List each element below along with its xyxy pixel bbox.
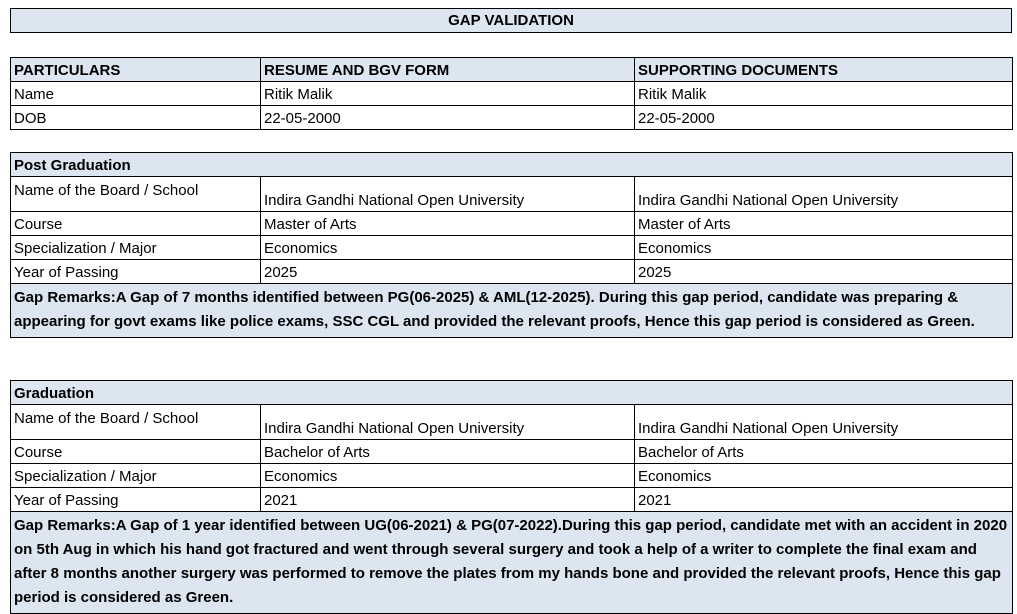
resume-value: Indira Gandhi National Open University <box>261 405 635 440</box>
gap-remarks-row <box>11 512 1013 614</box>
row-label: Specialization / Major <box>11 236 261 260</box>
row-label: Name of the Board / School <box>11 405 261 440</box>
row-label: Specialization / Major <box>11 464 261 488</box>
row-label: Year of Passing <box>11 260 261 284</box>
table-header-row <box>11 58 1013 82</box>
table-row <box>11 106 1013 130</box>
table-row <box>11 488 1013 512</box>
docs-value: Master of Arts <box>635 212 1013 236</box>
page-title: GAP VALIDATION <box>10 8 1012 33</box>
section-heading-row <box>11 381 1013 405</box>
docs-value: Ritik Malik <box>635 82 1013 106</box>
header-resume-bgv: RESUME AND BGV FORM <box>261 58 635 82</box>
table-row <box>11 212 1013 236</box>
header-particulars: PARTICULARS <box>11 58 261 82</box>
resume-value: 22-05-2000 <box>261 106 635 130</box>
gap-remarks-row <box>11 284 1013 338</box>
post-graduation-table <box>10 152 1012 338</box>
section-heading: Post Graduation <box>11 153 1013 177</box>
table-row <box>11 464 1013 488</box>
row-label: DOB <box>11 106 261 130</box>
resume-value: Economics <box>261 464 635 488</box>
docs-value: Indira Gandhi National Open University <box>635 177 1013 212</box>
table-row <box>11 260 1013 284</box>
gap-remarks: Gap Remarks:A Gap of 7 months identified between PG(06-2025) & AML(12-2025). During this gap period, candidate was preparing & appearing for govt exams like police exams, SSC CGL and provided the relevant proofs, Hence this gap period is considered as Green. <box>11 284 1013 338</box>
row-label: Course <box>11 212 261 236</box>
table-row <box>11 177 1013 212</box>
docs-value: 22-05-2000 <box>635 106 1013 130</box>
graduation-table <box>10 380 1012 614</box>
docs-value: Economics <box>635 464 1013 488</box>
row-label: Name <box>11 82 261 106</box>
resume-value: 2021 <box>261 488 635 512</box>
row-label: Name of the Board / School <box>11 177 261 212</box>
docs-value: 2025 <box>635 260 1013 284</box>
resume-value: 2025 <box>261 260 635 284</box>
table-row <box>11 236 1013 260</box>
resume-value: Indira Gandhi National Open University <box>261 177 635 212</box>
table-row <box>11 440 1013 464</box>
table-row <box>11 82 1013 106</box>
section-heading-row <box>11 153 1013 177</box>
table-row <box>11 405 1013 440</box>
resume-value: Master of Arts <box>261 212 635 236</box>
row-label: Year of Passing <box>11 488 261 512</box>
docs-value: Bachelor of Arts <box>635 440 1013 464</box>
personal-details-table <box>10 57 1012 130</box>
docs-value: 2021 <box>635 488 1013 512</box>
resume-value: Bachelor of Arts <box>261 440 635 464</box>
section-heading: Graduation <box>11 381 1013 405</box>
header-supporting-docs: SUPPORTING DOCUMENTS <box>635 58 1013 82</box>
row-label: Course <box>11 440 261 464</box>
resume-value: Ritik Malik <box>261 82 635 106</box>
docs-value: Economics <box>635 236 1013 260</box>
gap-remarks: Gap Remarks:A Gap of 1 year identified between UG(06-2021) & PG(07-2022).During this gap period, candidate met with an accident in 2020 on 5th Aug in which his hand got fractured and went through several surgery and took a help of a writer to complete the final exam and after 8 months another surgery was performed to remove the plates from my hands bone and provided the relevant proofs, Hence this gap period is considered as Green. <box>11 512 1013 614</box>
resume-value: Economics <box>261 236 635 260</box>
docs-value: Indira Gandhi National Open University <box>635 405 1013 440</box>
